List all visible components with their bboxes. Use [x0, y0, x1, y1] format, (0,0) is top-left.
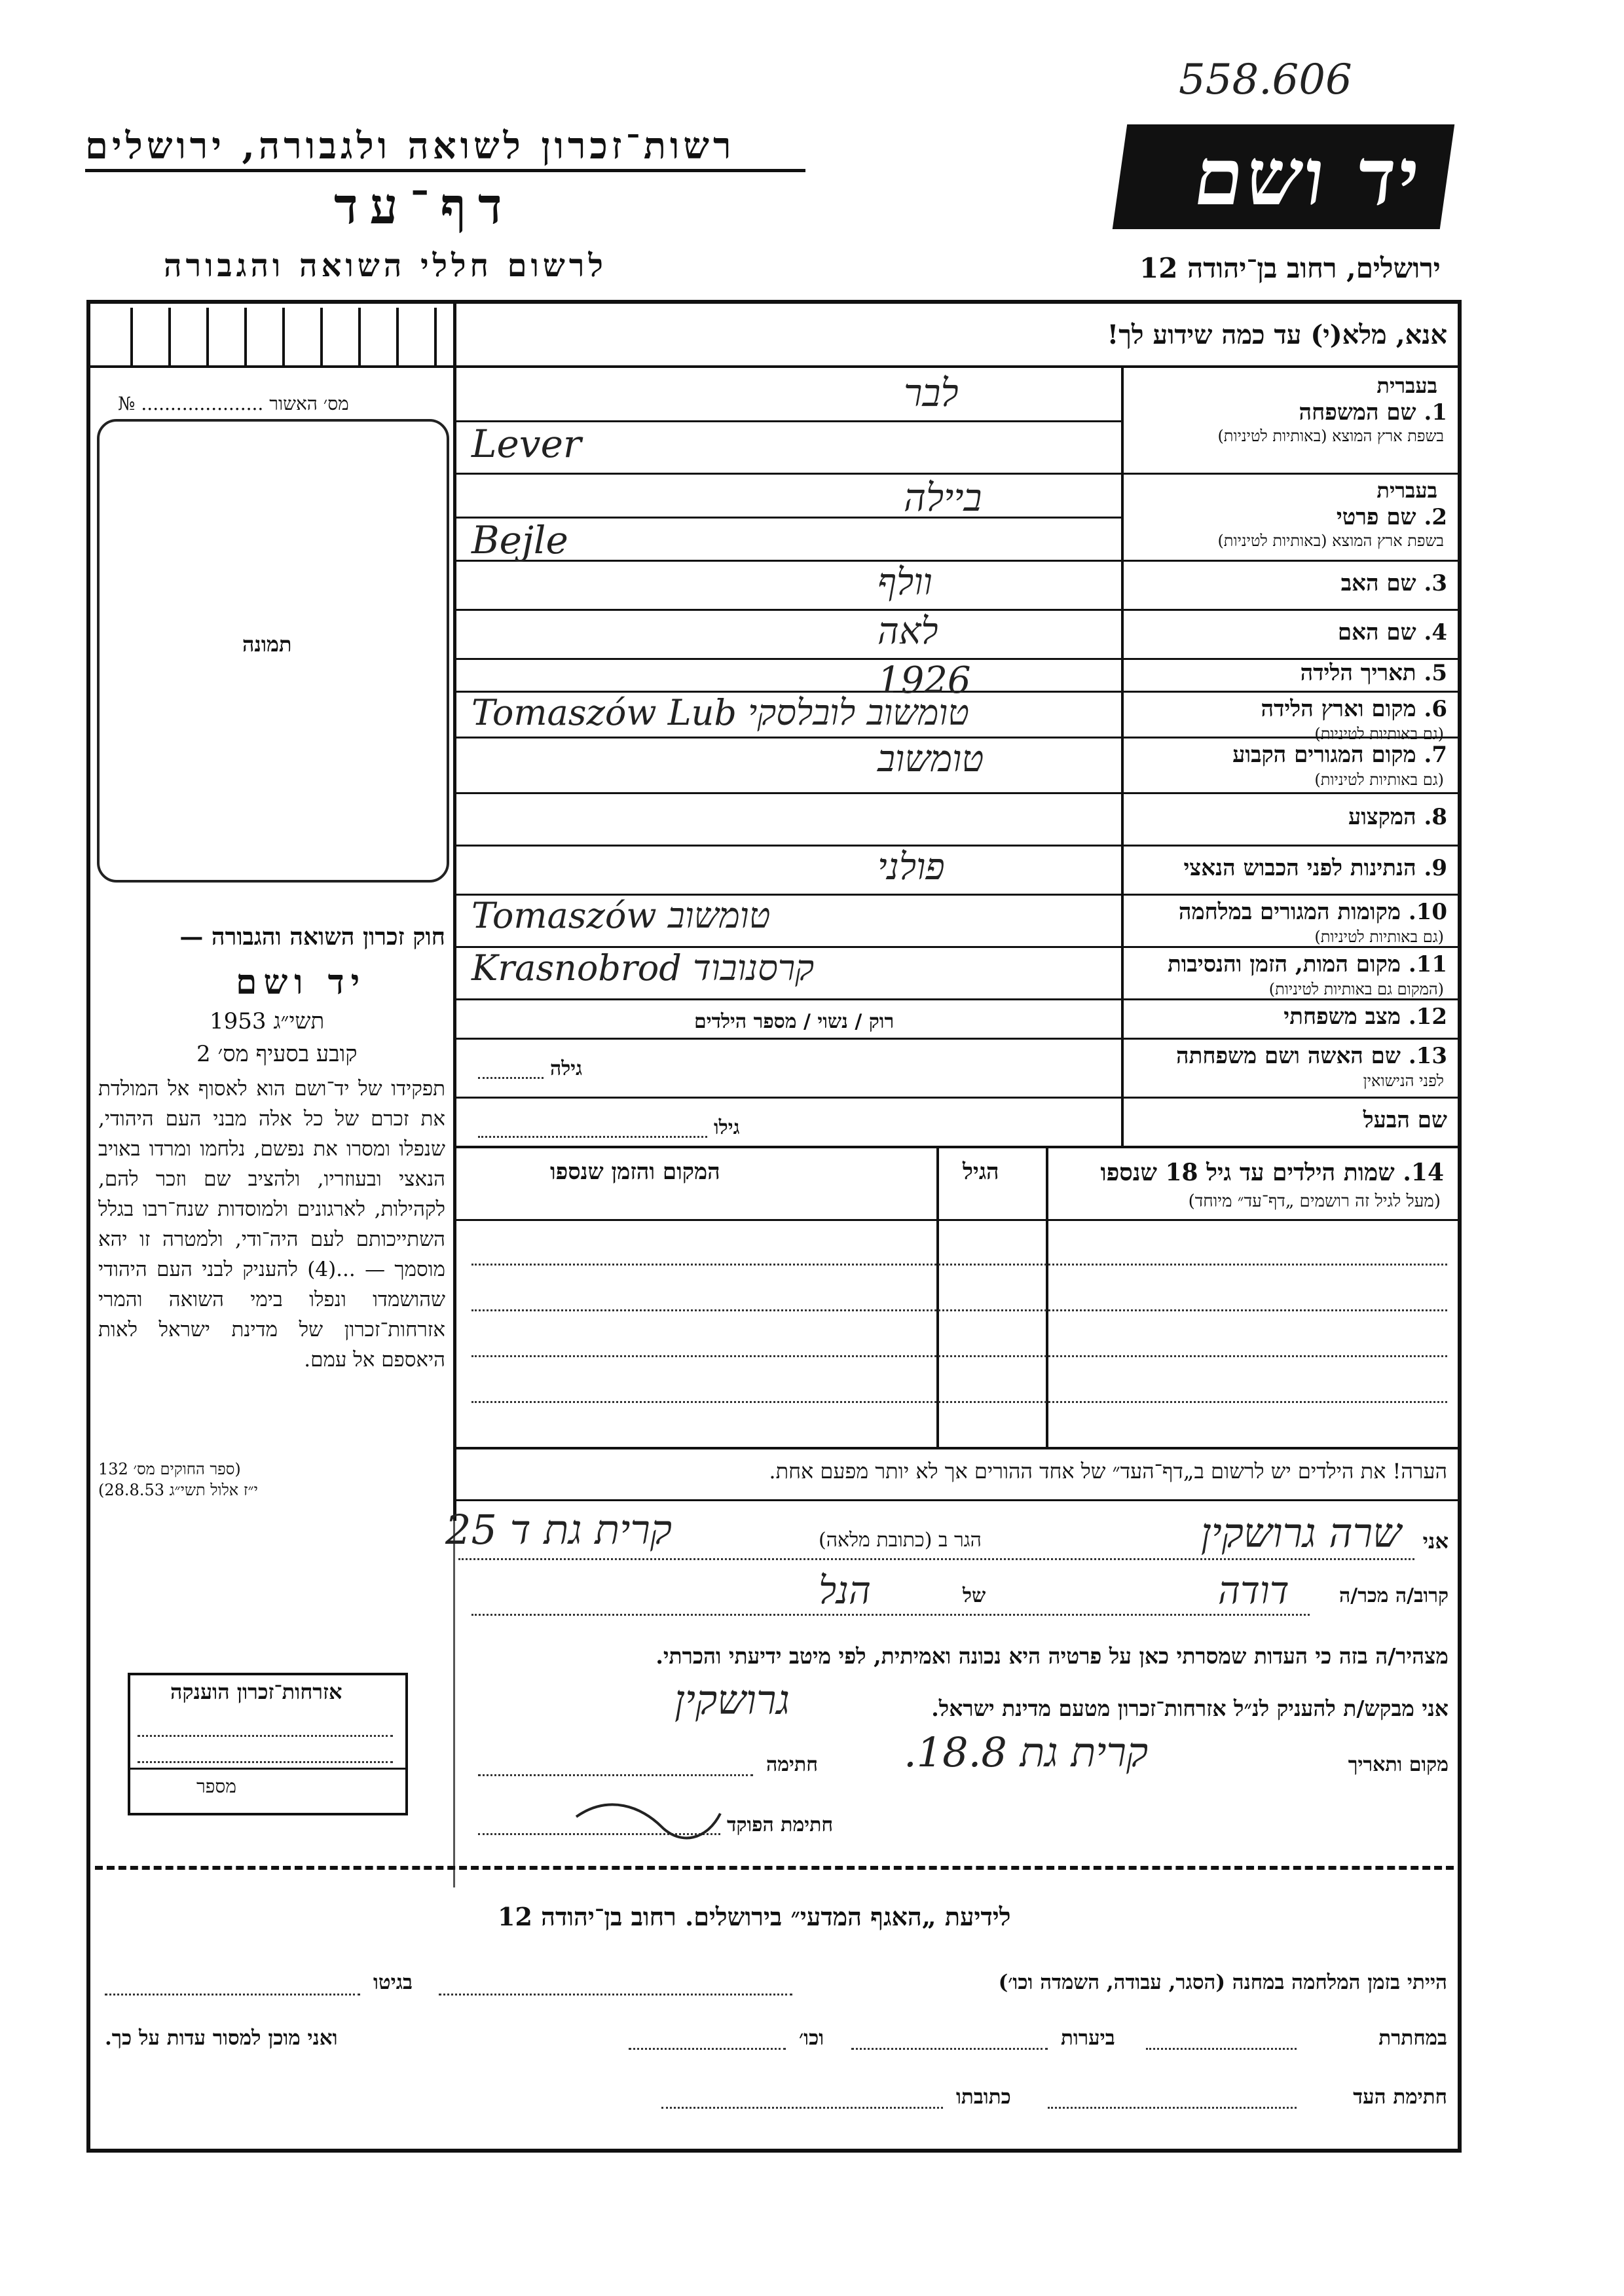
- citizenship-number-label: מספר: [196, 1776, 236, 1797]
- field-row-line: [453, 792, 1462, 794]
- field-label-text: שם המשפחה: [1299, 399, 1416, 426]
- field-label: [1301, 660, 1447, 686]
- field-number: 6.: [1424, 696, 1447, 722]
- children-title: שמות הילדים עד גיל 18 שנספו: [1100, 1159, 1395, 1186]
- age-line: [478, 1136, 707, 1138]
- citizenship-title: אזרחות־זכרון הוענקה: [170, 1679, 342, 1704]
- field-label: [1261, 696, 1447, 722]
- field-label: [1283, 1004, 1447, 1030]
- field-value-latin: Bejle: [471, 517, 568, 562]
- children-label: [1101, 1159, 1445, 1186]
- children-line-3: [471, 1355, 1447, 1357]
- field-label-text: מקומות המגורים במלחמה: [1178, 899, 1401, 925]
- decl-place-date-label: מקום ותאריך: [1348, 1753, 1449, 1776]
- law-body: תפקידו של יד־ושם הוא לאסוף אל המולדת את זכרם של כל אלה מבני העם היהודי, שנפלו ומסרו את נפשם, נלחמו ומרדו באויב הנאצי ובעוזריו, ולהציב שם וזכר להם, לקהילות, לארגונים ולמוסדות שנח־רבו בגלל השתייכותם לעם היה־ודי, ולמטרה זו יהא מוסמך — ...(4) להעניק לבני העם היהודי שהושמדו ונפלו בימי השואה והמרי אזרחות־זכרון של מדינת ישראל לאות היאספם אל עמם.: [98, 1077, 445, 1372]
- remark-bottom-line: [453, 1499, 1462, 1501]
- field-value: 1926: [877, 659, 971, 702]
- field-number: 10.: [1408, 899, 1447, 925]
- field-label: [1179, 899, 1447, 925]
- field-label: [1348, 804, 1447, 830]
- field-number: 4.: [1424, 619, 1447, 646]
- children-line-1: [471, 1264, 1447, 1266]
- footer-line2-blank-c: [629, 2048, 786, 2050]
- form-instruction: אנא, מלא(י) עד כמה שידוע לך!: [1107, 319, 1447, 350]
- children-line-2: [471, 1309, 1447, 1311]
- header-underline: [85, 169, 805, 172]
- footer-line1-blank: [439, 1994, 792, 1995]
- citizenship-number-row: [128, 1768, 405, 1770]
- field-label: [1168, 951, 1447, 977]
- decl-line-2: [471, 1614, 1310, 1616]
- field-value: וולף: [877, 561, 932, 604]
- decl-address-hand: קרית גת ד 25: [445, 1506, 673, 1554]
- decl-signature-label: חתימה: [766, 1753, 818, 1776]
- decl-signature-hand: גרושקין: [674, 1676, 790, 1724]
- children-num: 14.: [1403, 1159, 1444, 1186]
- form-subtitle: לרשום חללי השואה והגבורה: [164, 247, 607, 284]
- children-line-4: [471, 1401, 1447, 1403]
- field-label-text: מקום וארץ הלידה: [1261, 696, 1416, 722]
- field-value-latin: Lever: [471, 422, 581, 466]
- decl-prefix-1: אני: [1422, 1529, 1449, 1554]
- field-label: [1338, 619, 1447, 646]
- field-note: (גם באותיות לטיניות): [1314, 725, 1444, 743]
- field-note: בשפת ארץ המוצא (באותיות לטיניות): [1217, 532, 1444, 550]
- footer-separator: [95, 1866, 1454, 1870]
- children-bottom-line: [453, 1447, 1462, 1449]
- hebrew-tag: בעברית: [1376, 373, 1437, 398]
- hebrew-tag: בעברית: [1376, 478, 1437, 503]
- footer-line3-blank-b: [661, 2107, 943, 2109]
- field-note: (גם באותיות לטיניות): [1314, 928, 1444, 946]
- field-number: 3.: [1424, 570, 1447, 596]
- field-number: 11.: [1408, 951, 1447, 977]
- age-label: גילו: [714, 1116, 740, 1139]
- approval-boxes: [95, 308, 449, 365]
- footer-line2-blank-b: [851, 2048, 1048, 2050]
- field-label: [1341, 570, 1447, 596]
- law-name: יד ושם: [236, 962, 367, 1002]
- age-line: [478, 1077, 544, 1079]
- field-label: [1184, 855, 1448, 881]
- children-col-place: המקום והזמן שנספו: [550, 1159, 720, 1185]
- field-number: 12.: [1408, 1004, 1447, 1030]
- decl-official-line: [478, 1833, 720, 1835]
- footer-line2-end: ואני מוכן למסור עדות על כך.: [105, 2026, 338, 2050]
- footer-title: לידיעת „האגף המדעי״ בירושלים. רחוב בן־יהודה 12: [498, 1902, 1011, 1931]
- field-value: רוק / נשוי / מספר הילדים: [694, 1010, 895, 1033]
- decl-relation-hand: דודה: [1218, 1568, 1289, 1613]
- left-column-divider-lower: [453, 1521, 455, 1887]
- field-label-text: הנתינות לפני הכבוש הנאצי: [1183, 854, 1416, 881]
- field-label-text: מקום המגורים הקבוע: [1232, 742, 1416, 768]
- law-footnote-2: י״ז אלול תשי״ג 28.8.53): [98, 1481, 258, 1499]
- left-column-divider: [453, 300, 456, 1521]
- decl-relation-hand-2: הנל: [819, 1568, 871, 1613]
- field-value: קרסנובוד Krasnobrod: [471, 947, 815, 989]
- field-label-text: שם הבעל: [1363, 1106, 1447, 1133]
- approval-number-label: מס׳ האשור ..................... №: [118, 393, 349, 414]
- field-number: 13.: [1408, 1043, 1447, 1069]
- form-title: דף־עד: [334, 177, 514, 235]
- decl-of-label: של: [963, 1584, 986, 1607]
- approval-row-bottom: [86, 365, 453, 368]
- decl-prefix-2: קרוב/ה מכר/ה: [1339, 1584, 1449, 1607]
- law-clause: קובע בסעיף מס׳ 2: [196, 1041, 358, 1067]
- field-row-line: [453, 609, 1462, 611]
- footer-line2-c: וכו׳: [799, 2026, 824, 2050]
- hebrew-column-divider: [1121, 368, 1124, 1146]
- children-col-age: הגיל: [963, 1159, 999, 1185]
- decl-name-hand: שרה גרושקין: [1200, 1509, 1401, 1557]
- field-label: [1337, 504, 1447, 530]
- field-label-text: שם האשה ושם משפחתה: [1176, 1043, 1401, 1069]
- field-value: טומשוב לובלסקי Tomaszów Lub: [471, 692, 969, 733]
- field-value: לאה: [877, 610, 938, 653]
- field-number: 5.: [1424, 660, 1447, 686]
- field-note: בשפת ארץ המוצא (באותיות לטיניות): [1217, 427, 1444, 445]
- field-label-text: מקום המות, הזמן והנסיבות: [1167, 951, 1401, 977]
- field-number: 9.: [1424, 854, 1447, 881]
- field-label-text: שם פרטי: [1336, 504, 1416, 530]
- field-row-line: [453, 473, 1462, 475]
- field-value: טומשוב: [877, 738, 984, 780]
- children-header-line: [453, 1219, 1462, 1221]
- footer-line1-blank-2: [105, 1994, 360, 1995]
- footer-line1-end: בגיטו: [373, 1971, 413, 1994]
- field-label: [1176, 1043, 1447, 1069]
- yad-vashem-logo: [1113, 124, 1454, 229]
- field-note: (המקום גם באותיות לטיניות): [1268, 980, 1444, 998]
- logo-text: יד ושם: [1188, 131, 1428, 223]
- field-note: לפני הנישואין: [1363, 1072, 1444, 1090]
- footer-line2-a: במחתרת: [1378, 2026, 1447, 2050]
- reference-number: 558.606: [1179, 56, 1352, 104]
- decl-line-1: [458, 1558, 1414, 1560]
- field-value-hebrew: לבר: [904, 371, 959, 415]
- footer-line3-a: חתימת העד: [1353, 2085, 1447, 2109]
- field-row-line: [453, 845, 1462, 847]
- field-number: 2.: [1424, 504, 1447, 530]
- footer-line3-blank-a: [1048, 2107, 1297, 2109]
- field-label-text: תאריך הלידה: [1300, 660, 1416, 686]
- field-label-text: שם האב: [1340, 570, 1416, 596]
- decl-request: אני מבקש/ת להעניק לנ״ל אזרחות־זכרון מטעם מדינת ישראל.: [931, 1696, 1449, 1721]
- footer-line2-b: ביערות: [1061, 2026, 1115, 2050]
- decl-official-label: חתימת הפוקד: [727, 1813, 834, 1836]
- field-row-line: [453, 1038, 1462, 1040]
- citizenship-line-2: [138, 1761, 393, 1763]
- law-footnote-1: (ספר החוקים מס׳ 132: [98, 1460, 241, 1478]
- children-note: (מעל לגיל זה רושמים „דף־עד״ מיוחד): [1188, 1192, 1441, 1211]
- field-value: פולני: [877, 846, 945, 888]
- field-number: 7.: [1424, 742, 1447, 768]
- decl-signature-line: [478, 1774, 753, 1776]
- children-top-line: [453, 1146, 1462, 1148]
- footer-line3-b: כתובתו: [956, 2085, 1011, 2109]
- field-label: [1299, 399, 1447, 426]
- photo-label: תמונה: [242, 632, 292, 657]
- decl-address-label: הגר ב (כתובת מלאה): [819, 1529, 982, 1552]
- field-label: [1232, 742, 1447, 768]
- decl-statement: מצהיר/ה בזה כי העדות שמסרתי כאן על פרטיה היא נכונה ואמיתית, לפי מיטב ידיעתי והכרתי.: [655, 1643, 1449, 1669]
- field-number: 1.: [1424, 399, 1447, 426]
- field-label-text: המקצוע: [1348, 804, 1416, 830]
- field-note: (גם באותיות לטיניות): [1314, 771, 1444, 789]
- field-number: 8.: [1424, 804, 1447, 830]
- field-label-text: שם האם: [1337, 619, 1416, 646]
- field-row-line: [453, 560, 1462, 562]
- age-label: גילה: [550, 1057, 583, 1080]
- decl-place-date-hand: קרית גת 18.8.: [904, 1728, 1149, 1776]
- footer-line2-blank-a: [1146, 2048, 1297, 2050]
- remark: הערה! את הילדים יש לרשום ב„דף־העד״ של אחד ההורים אך לא יותר מפעם אחת.: [769, 1459, 1447, 1484]
- instruction-row-bottom: [453, 365, 1462, 368]
- field-label-text: מצב משפחתי: [1283, 1004, 1401, 1030]
- law-year: תשי״ג 1953: [210, 1008, 325, 1034]
- field-label: [1363, 1107, 1447, 1133]
- field-value: טומשוב Tomaszów: [471, 895, 771, 936]
- authority-name: רשות־זכרון לשואה ולגבורה, ירושלים: [85, 124, 735, 168]
- footer-line1: הייתי בזמן המלחמה במחנה (הסגר, עבודה, השמדה וכו׳): [998, 1971, 1447, 1994]
- address: ירושלים, רחוב בן־יהודה 12: [1139, 252, 1441, 284]
- field-row-line: [453, 1097, 1462, 1099]
- law-title: חוק זכרון השואה והגבורה —: [179, 923, 445, 951]
- field-value-hebrew: ביילה: [904, 475, 982, 520]
- citizenship-line-1: [138, 1735, 393, 1737]
